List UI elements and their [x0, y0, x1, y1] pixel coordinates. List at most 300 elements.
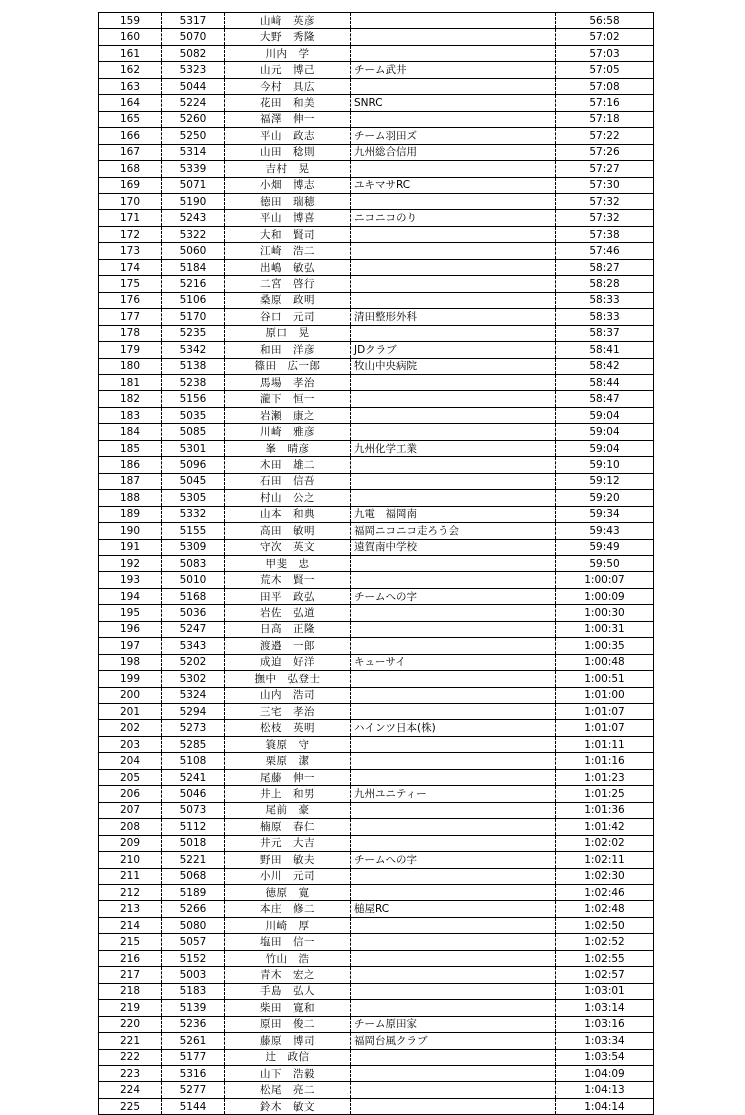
bib-number-cell: 5221 — [162, 852, 225, 868]
team-name-cell: 福岡ニコニコ走ろう会 — [351, 523, 556, 539]
team-name-cell — [351, 885, 556, 901]
runner-name-cell: 日高 正隆 — [225, 621, 351, 637]
bib-number-cell: 5068 — [162, 868, 225, 884]
finish-time-cell: 58:42 — [556, 358, 654, 374]
table-row — [99, 621, 654, 637]
runner-name-cell: 楠原 春仁 — [225, 819, 351, 835]
place-cell: 175 — [99, 276, 162, 292]
table-row — [99, 769, 654, 785]
place-cell: 200 — [99, 687, 162, 703]
runner-name-cell: 松枝 英明 — [225, 720, 351, 736]
place-cell: 207 — [99, 802, 162, 818]
bib-number-cell: 5305 — [162, 490, 225, 506]
table-row — [99, 111, 654, 127]
bib-number-cell: 5285 — [162, 736, 225, 752]
team-name-cell — [351, 161, 556, 177]
place-cell: 181 — [99, 374, 162, 390]
team-name-cell: キューサイ — [351, 654, 556, 670]
finish-time-cell: 1:02:30 — [556, 868, 654, 884]
finish-time-cell: 58:47 — [556, 391, 654, 407]
bib-number-cell: 5302 — [162, 671, 225, 687]
place-cell: 202 — [99, 720, 162, 736]
finish-time-cell: 1:00:30 — [556, 605, 654, 621]
team-name-cell — [351, 226, 556, 242]
table-row — [99, 193, 654, 209]
bib-number-cell: 5260 — [162, 111, 225, 127]
runner-name-cell: 平山 博喜 — [225, 210, 351, 226]
runner-name-cell: 簑原 守 — [225, 736, 351, 752]
finish-time-cell: 57:22 — [556, 128, 654, 144]
runner-name-cell: 村山 公之 — [225, 490, 351, 506]
table-row — [99, 1082, 654, 1098]
bib-number-cell: 5250 — [162, 128, 225, 144]
runner-name-cell: 野田 敏夫 — [225, 852, 351, 868]
team-name-cell: 清田整形外科 — [351, 309, 556, 325]
table-row — [99, 292, 654, 308]
team-name-cell: 遠賀南中学校 — [351, 539, 556, 555]
finish-time-cell: 59:34 — [556, 506, 654, 522]
bib-number-cell: 5316 — [162, 1066, 225, 1082]
finish-time-cell: 57:32 — [556, 210, 654, 226]
runner-name-cell: 木田 雄二 — [225, 457, 351, 473]
place-cell: 222 — [99, 1049, 162, 1065]
place-cell: 194 — [99, 588, 162, 604]
bib-number-cell: 5035 — [162, 407, 225, 423]
finish-time-cell: 1:03:34 — [556, 1033, 654, 1049]
bib-number-cell: 5273 — [162, 720, 225, 736]
team-name-cell — [351, 868, 556, 884]
finish-time-cell: 56:58 — [556, 13, 654, 29]
table-row — [99, 1049, 654, 1065]
team-name-cell — [351, 736, 556, 752]
runner-name-cell: 篠田 広一郎 — [225, 358, 351, 374]
place-cell: 177 — [99, 309, 162, 325]
table-row — [99, 671, 654, 687]
runner-name-cell: 松尾 亮二 — [225, 1082, 351, 1098]
team-name-cell: チーム原田家 — [351, 1016, 556, 1032]
runner-name-cell: 鈴木 敏文 — [225, 1098, 351, 1114]
place-cell: 183 — [99, 407, 162, 423]
finish-time-cell: 57:08 — [556, 78, 654, 94]
runner-name-cell: 山元 博己 — [225, 62, 351, 78]
team-name-cell: チーム羽田ズ — [351, 128, 556, 144]
place-cell: 163 — [99, 78, 162, 94]
team-name-cell — [351, 555, 556, 571]
place-cell: 191 — [99, 539, 162, 555]
team-name-cell — [351, 374, 556, 390]
bib-number-cell: 5139 — [162, 1000, 225, 1016]
finish-time-cell: 1:01:16 — [556, 753, 654, 769]
team-name-cell — [351, 78, 556, 94]
team-name-cell — [351, 111, 556, 127]
table-row — [99, 473, 654, 489]
bib-number-cell: 5277 — [162, 1082, 225, 1098]
finish-time-cell: 1:02:48 — [556, 901, 654, 917]
runner-name-cell: 山本 和典 — [225, 506, 351, 522]
bib-number-cell: 5144 — [162, 1098, 225, 1114]
team-name-cell — [351, 1000, 556, 1016]
table-row — [99, 1000, 654, 1016]
team-name-cell — [351, 934, 556, 950]
table-row — [99, 835, 654, 851]
bib-number-cell: 5202 — [162, 654, 225, 670]
runner-name-cell: 出嶋 敏弘 — [225, 259, 351, 275]
team-name-cell — [351, 1098, 556, 1114]
team-name-cell: ニコニコのり — [351, 210, 556, 226]
results-table — [98, 12, 654, 1115]
finish-time-cell: 57:38 — [556, 226, 654, 242]
finish-time-cell: 1:00:09 — [556, 588, 654, 604]
runner-name-cell: 吉村 晃 — [225, 161, 351, 177]
team-name-cell: 九州ユニティー — [351, 786, 556, 802]
finish-time-cell: 58:33 — [556, 309, 654, 325]
place-cell: 211 — [99, 868, 162, 884]
team-name-cell — [351, 45, 556, 61]
runner-name-cell: 大和 賢司 — [225, 226, 351, 242]
finish-time-cell: 1:03:01 — [556, 983, 654, 999]
runner-name-cell: 瀧下 恒一 — [225, 391, 351, 407]
bib-number-cell: 5096 — [162, 457, 225, 473]
table-row — [99, 45, 654, 61]
place-cell: 159 — [99, 13, 162, 29]
table-row — [99, 819, 654, 835]
bib-number-cell: 5309 — [162, 539, 225, 555]
finish-time-cell: 59:04 — [556, 424, 654, 440]
finish-time-cell: 1:00:31 — [556, 621, 654, 637]
finish-time-cell: 57:03 — [556, 45, 654, 61]
finish-time-cell: 58:27 — [556, 259, 654, 275]
table-row — [99, 374, 654, 390]
bib-number-cell: 5317 — [162, 13, 225, 29]
place-cell: 172 — [99, 226, 162, 242]
runner-name-cell: 平山 政志 — [225, 128, 351, 144]
finish-time-cell: 1:01:25 — [556, 786, 654, 802]
table-row — [99, 885, 654, 901]
results-body — [99, 13, 654, 1115]
runner-name-cell: 井上 和男 — [225, 786, 351, 802]
bib-number-cell: 5243 — [162, 210, 225, 226]
team-name-cell: 牧山中央病院 — [351, 358, 556, 374]
bib-number-cell: 5018 — [162, 835, 225, 851]
bib-number-cell: 5036 — [162, 605, 225, 621]
table-row — [99, 901, 654, 917]
team-name-cell — [351, 605, 556, 621]
team-name-cell — [351, 967, 556, 983]
table-row — [99, 424, 654, 440]
team-name-cell — [351, 391, 556, 407]
team-name-cell: 福岡台風クラブ — [351, 1033, 556, 1049]
bib-number-cell: 5080 — [162, 917, 225, 933]
team-name-cell — [351, 490, 556, 506]
team-name-cell — [351, 276, 556, 292]
runner-name-cell: 川内 学 — [225, 45, 351, 61]
table-row — [99, 457, 654, 473]
runner-name-cell: 馬場 孝治 — [225, 374, 351, 390]
table-row — [99, 720, 654, 736]
team-name-cell — [351, 243, 556, 259]
runner-name-cell: 藤原 博司 — [225, 1033, 351, 1049]
bib-number-cell: 5314 — [162, 144, 225, 160]
runner-name-cell: 今村 具広 — [225, 78, 351, 94]
finish-time-cell: 1:02:11 — [556, 852, 654, 868]
runner-name-cell: 栗原 潔 — [225, 753, 351, 769]
runner-name-cell: 川崎 雅彦 — [225, 424, 351, 440]
runner-name-cell: 竹山 浩 — [225, 950, 351, 966]
team-name-cell — [351, 983, 556, 999]
place-cell: 197 — [99, 638, 162, 654]
team-name-cell — [351, 769, 556, 785]
bib-number-cell: 5261 — [162, 1033, 225, 1049]
bib-number-cell: 5266 — [162, 901, 225, 917]
finish-time-cell: 1:04:13 — [556, 1082, 654, 1098]
bib-number-cell: 5190 — [162, 193, 225, 209]
table-row — [99, 588, 654, 604]
place-cell: 215 — [99, 934, 162, 950]
bib-number-cell: 5010 — [162, 572, 225, 588]
finish-time-cell: 1:02:46 — [556, 885, 654, 901]
team-name-cell — [351, 917, 556, 933]
finish-time-cell: 1:01:36 — [556, 802, 654, 818]
runner-name-cell: 峯 晴彦 — [225, 440, 351, 456]
table-row — [99, 917, 654, 933]
place-cell: 223 — [99, 1066, 162, 1082]
runner-name-cell: 尾藤 伸一 — [225, 769, 351, 785]
runner-name-cell: 和田 洋彦 — [225, 342, 351, 358]
team-name-cell: チームへの字 — [351, 852, 556, 868]
team-name-cell: ハインツ日本(株) — [351, 720, 556, 736]
bib-number-cell: 5343 — [162, 638, 225, 654]
place-cell: 195 — [99, 605, 162, 621]
bib-number-cell: 5106 — [162, 292, 225, 308]
table-row — [99, 687, 654, 703]
table-row — [99, 506, 654, 522]
table-row — [99, 1066, 654, 1082]
place-cell: 162 — [99, 62, 162, 78]
bib-number-cell: 5236 — [162, 1016, 225, 1032]
team-name-cell — [351, 29, 556, 45]
bib-number-cell: 5332 — [162, 506, 225, 522]
team-name-cell: 九州化学工業 — [351, 440, 556, 456]
runner-name-cell: 福澤 伸一 — [225, 111, 351, 127]
bib-number-cell: 5168 — [162, 588, 225, 604]
runner-name-cell: 徳原 寛 — [225, 885, 351, 901]
table-row — [99, 704, 654, 720]
finish-time-cell: 1:00:07 — [556, 572, 654, 588]
runner-name-cell: 塩田 信一 — [225, 934, 351, 950]
table-row — [99, 868, 654, 884]
finish-time-cell: 1:00:35 — [556, 638, 654, 654]
place-cell: 166 — [99, 128, 162, 144]
place-cell: 176 — [99, 292, 162, 308]
team-name-cell — [351, 638, 556, 654]
table-row — [99, 128, 654, 144]
table-row — [99, 358, 654, 374]
runner-name-cell: 手島 弘人 — [225, 983, 351, 999]
finish-time-cell: 58:33 — [556, 292, 654, 308]
finish-time-cell: 1:01:23 — [556, 769, 654, 785]
runner-name-cell: 守次 英文 — [225, 539, 351, 555]
team-name-cell: チーム武井 — [351, 62, 556, 78]
runner-name-cell: 桑原 政明 — [225, 292, 351, 308]
runner-name-cell: 渡邉 一郎 — [225, 638, 351, 654]
table-row — [99, 1016, 654, 1032]
finish-time-cell: 59:04 — [556, 407, 654, 423]
table-row — [99, 983, 654, 999]
table-row — [99, 210, 654, 226]
table-row — [99, 243, 654, 259]
team-name-cell — [351, 835, 556, 851]
place-cell: 198 — [99, 654, 162, 670]
bib-number-cell: 5177 — [162, 1049, 225, 1065]
bib-number-cell: 5108 — [162, 753, 225, 769]
runner-name-cell: 本庄 修二 — [225, 901, 351, 917]
table-row — [99, 572, 654, 588]
finish-time-cell: 1:01:00 — [556, 687, 654, 703]
bib-number-cell: 5183 — [162, 983, 225, 999]
place-cell: 219 — [99, 1000, 162, 1016]
table-row — [99, 490, 654, 506]
bib-number-cell: 5073 — [162, 802, 225, 818]
bib-number-cell: 5085 — [162, 424, 225, 440]
bib-number-cell: 5224 — [162, 95, 225, 111]
place-cell: 225 — [99, 1098, 162, 1114]
place-cell: 160 — [99, 29, 162, 45]
team-name-cell — [351, 407, 556, 423]
runner-name-cell: 山﨑 英彦 — [225, 13, 351, 29]
place-cell: 203 — [99, 736, 162, 752]
finish-time-cell: 58:37 — [556, 325, 654, 341]
team-name-cell — [351, 193, 556, 209]
place-cell: 170 — [99, 193, 162, 209]
team-name-cell — [351, 13, 556, 29]
place-cell: 206 — [99, 786, 162, 802]
table-row — [99, 638, 654, 654]
runner-name-cell: 二宮 啓行 — [225, 276, 351, 292]
finish-time-cell: 59:50 — [556, 555, 654, 571]
place-cell: 214 — [99, 917, 162, 933]
table-row — [99, 1098, 654, 1114]
finish-time-cell: 1:00:51 — [556, 671, 654, 687]
runner-name-cell: 原口 晃 — [225, 325, 351, 341]
finish-time-cell: 57:32 — [556, 193, 654, 209]
team-name-cell — [351, 473, 556, 489]
finish-time-cell: 59:20 — [556, 490, 654, 506]
runner-name-cell: 辻 政信 — [225, 1049, 351, 1065]
place-cell: 213 — [99, 901, 162, 917]
place-cell: 220 — [99, 1016, 162, 1032]
team-name-cell — [351, 687, 556, 703]
finish-time-cell: 59:49 — [556, 539, 654, 555]
place-cell: 174 — [99, 259, 162, 275]
finish-time-cell: 1:02:57 — [556, 967, 654, 983]
runner-name-cell: 青木 宏之 — [225, 967, 351, 983]
bib-number-cell: 5112 — [162, 819, 225, 835]
bib-number-cell: 5170 — [162, 309, 225, 325]
table-row — [99, 852, 654, 868]
place-cell: 192 — [99, 555, 162, 571]
team-name-cell — [351, 259, 556, 275]
finish-time-cell: 1:03:16 — [556, 1016, 654, 1032]
finish-time-cell: 57:16 — [556, 95, 654, 111]
finish-time-cell: 1:00:48 — [556, 654, 654, 670]
bib-number-cell: 5044 — [162, 78, 225, 94]
runner-name-cell: 山田 稔則 — [225, 144, 351, 160]
finish-time-cell: 1:03:14 — [556, 1000, 654, 1016]
finish-time-cell: 1:02:55 — [556, 950, 654, 966]
bib-number-cell: 5339 — [162, 161, 225, 177]
bib-number-cell: 5057 — [162, 934, 225, 950]
runner-name-cell: 井元 大吉 — [225, 835, 351, 851]
place-cell: 161 — [99, 45, 162, 61]
runner-name-cell: 甲斐 忠 — [225, 555, 351, 571]
bib-number-cell: 5082 — [162, 45, 225, 61]
place-cell: 209 — [99, 835, 162, 851]
table-row — [99, 276, 654, 292]
team-name-cell: 九電 福岡南 — [351, 506, 556, 522]
bib-number-cell: 5071 — [162, 177, 225, 193]
table-row — [99, 226, 654, 242]
table-row — [99, 1033, 654, 1049]
team-name-cell — [351, 819, 556, 835]
finish-time-cell: 1:01:11 — [556, 736, 654, 752]
place-cell: 190 — [99, 523, 162, 539]
runner-name-cell: 柴田 寛和 — [225, 1000, 351, 1016]
bib-number-cell: 5083 — [162, 555, 225, 571]
finish-time-cell: 58:41 — [556, 342, 654, 358]
finish-time-cell: 1:02:02 — [556, 835, 654, 851]
place-cell: 221 — [99, 1033, 162, 1049]
place-cell: 204 — [99, 753, 162, 769]
table-row — [99, 342, 654, 358]
finish-time-cell: 57:30 — [556, 177, 654, 193]
finish-time-cell: 57:05 — [556, 62, 654, 78]
place-cell: 189 — [99, 506, 162, 522]
table-row — [99, 13, 654, 29]
runner-name-cell: 田平 政弘 — [225, 588, 351, 604]
finish-time-cell: 59:04 — [556, 440, 654, 456]
team-name-cell: チームへの字 — [351, 588, 556, 604]
table-row — [99, 407, 654, 423]
table-row — [99, 391, 654, 407]
bib-number-cell: 5301 — [162, 440, 225, 456]
team-name-cell — [351, 572, 556, 588]
runner-name-cell: 三宅 孝治 — [225, 704, 351, 720]
finish-time-cell: 1:01:07 — [556, 720, 654, 736]
place-cell: 188 — [99, 490, 162, 506]
table-row — [99, 95, 654, 111]
table-row — [99, 161, 654, 177]
table-row — [99, 555, 654, 571]
bib-number-cell: 5238 — [162, 374, 225, 390]
place-cell: 201 — [99, 704, 162, 720]
bib-number-cell: 5152 — [162, 950, 225, 966]
place-cell: 210 — [99, 852, 162, 868]
team-name-cell — [351, 292, 556, 308]
bib-number-cell: 5235 — [162, 325, 225, 341]
bib-number-cell: 5138 — [162, 358, 225, 374]
runner-name-cell: 徳田 瑞穂 — [225, 193, 351, 209]
place-cell: 196 — [99, 621, 162, 637]
bib-number-cell: 5342 — [162, 342, 225, 358]
runner-name-cell: 大野 秀隆 — [225, 29, 351, 45]
place-cell: 178 — [99, 325, 162, 341]
place-cell: 169 — [99, 177, 162, 193]
place-cell: 173 — [99, 243, 162, 259]
runner-name-cell: 川崎 厚 — [225, 917, 351, 933]
table-row — [99, 786, 654, 802]
place-cell: 187 — [99, 473, 162, 489]
table-row — [99, 177, 654, 193]
